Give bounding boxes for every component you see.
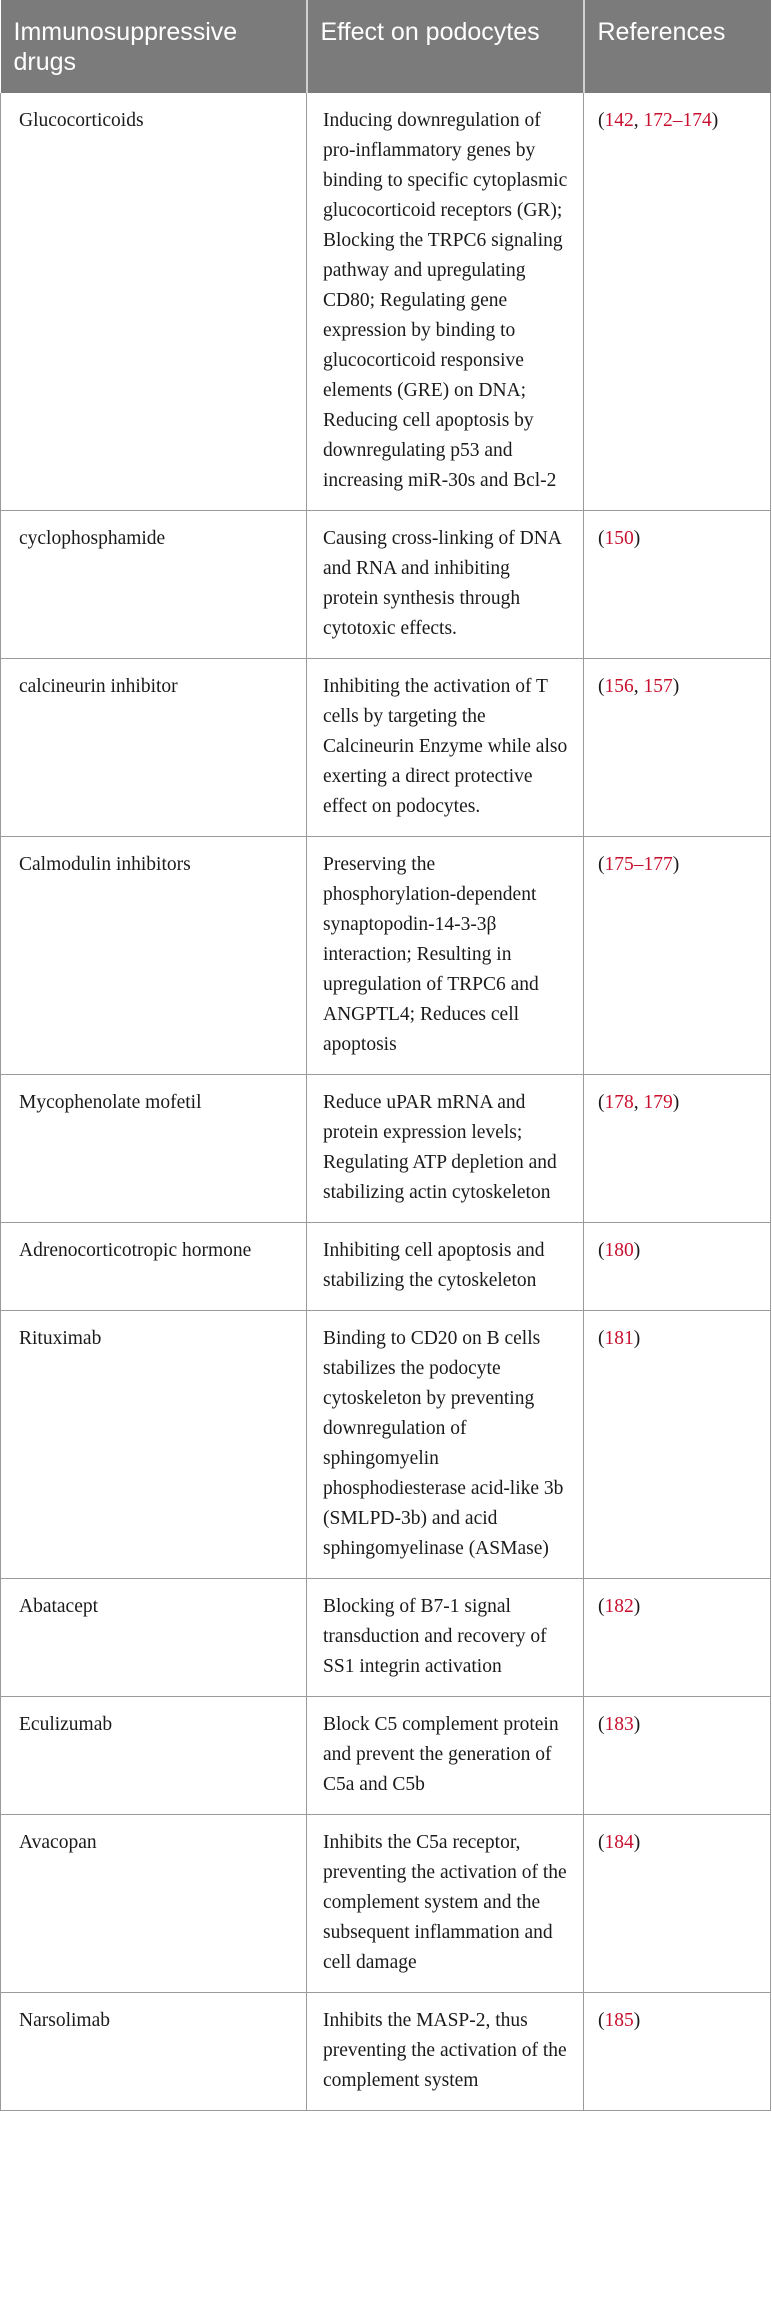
ref-close-paren: ) bbox=[633, 528, 641, 549]
references-cell bbox=[584, 1815, 771, 1993]
table-header bbox=[1, 0, 771, 93]
table-row bbox=[1, 837, 771, 1075]
table-row bbox=[1, 511, 771, 659]
reference-link[interactable]: 175–177 bbox=[604, 854, 673, 875]
ref-separator: , bbox=[633, 110, 644, 131]
references-cell bbox=[584, 1075, 771, 1223]
reference-link[interactable]: 178 bbox=[604, 1092, 634, 1113]
ref-separator: , bbox=[633, 1092, 644, 1113]
ref-separator: , bbox=[633, 676, 644, 697]
effect-on-podocytes: Inhibiting cell apoptosis and stabilizing the cytoskeleton bbox=[307, 1223, 584, 1311]
reference-link[interactable]: 172–174 bbox=[643, 110, 712, 131]
reference-link[interactable]: 183 bbox=[604, 1714, 634, 1735]
header-drugs: Immunosuppressive drugs bbox=[1, 0, 307, 93]
reference-link[interactable]: 185 bbox=[604, 2010, 634, 2031]
effect-on-podocytes: Inhibiting the activation of T cells by targeting the Calcineurin Enzyme while also exerting a direct protective effect on podocytes. bbox=[307, 659, 584, 837]
references-cell bbox=[584, 1579, 771, 1697]
drug-name: Narsolimab bbox=[1, 1993, 307, 2111]
drug-name: Glucocorticoids bbox=[1, 93, 307, 511]
ref-open-paren: ( bbox=[598, 1240, 605, 1261]
effect-on-podocytes: Block C5 complement protein and prevent the generation of C5a and C5b bbox=[307, 1697, 584, 1815]
references-cell bbox=[584, 1993, 771, 2111]
drug-name: Mycophenolate mofetil bbox=[1, 1075, 307, 1223]
header-row bbox=[1, 0, 771, 93]
effect-on-podocytes: Inhibits the C5a receptor, preventing the activation of the complement system and the subsequent inflammation and cell damage bbox=[307, 1815, 584, 1993]
reference-link[interactable]: 156 bbox=[604, 676, 634, 697]
ref-open-paren: ( bbox=[598, 2010, 605, 2031]
ref-open-paren: ( bbox=[598, 1596, 605, 1617]
reference-link[interactable]: 182 bbox=[604, 1596, 634, 1617]
effect-on-podocytes: Inhibits the MASP-2, thus preventing the activation of the complement system bbox=[307, 1993, 584, 2111]
reference-link[interactable]: 157 bbox=[643, 676, 673, 697]
ref-close-paren: ) bbox=[633, 2010, 641, 2031]
ref-open-paren: ( bbox=[598, 528, 605, 549]
drug-name: Abatacept bbox=[1, 1579, 307, 1697]
reference-link[interactable]: 181 bbox=[604, 1328, 634, 1349]
references-cell bbox=[584, 1223, 771, 1311]
effect-on-podocytes: Blocking of B7-1 signal transduction and recovery of SS1 integrin activation bbox=[307, 1579, 584, 1697]
reference-link[interactable]: 180 bbox=[604, 1240, 634, 1261]
reference-link[interactable]: 142 bbox=[604, 110, 634, 131]
drug-name: cyclophosphamide bbox=[1, 511, 307, 659]
effect-on-podocytes: Inducing downregulation of pro-inflammatory genes by binding to specific cytoplasmic glucocorticoid receptors (GR); Blocking the TRPC6 signaling pathway and upregulating CD80; Regulating gene expression by binding to glucocorticoid responsive elements (GRE) on DNA; Reducing cell apoptosis by downregulating p53 and increasing miR-30s and Bcl-2 bbox=[307, 93, 584, 511]
ref-open-paren: ( bbox=[598, 110, 605, 131]
ref-open-paren: ( bbox=[598, 854, 605, 875]
effect-on-podocytes: Preserving the phosphorylation-dependent synaptopodin-14-3-3β interaction; Resulting in upregulation of TRPC6 and ANGPTL4; Reduces cell apoptosis bbox=[307, 837, 584, 1075]
table-row bbox=[1, 1993, 771, 2111]
ref-close-paren: ) bbox=[672, 854, 680, 875]
ref-open-paren: ( bbox=[598, 1328, 605, 1349]
effect-on-podocytes: Reduce uPAR mRNA and protein expression levels; Regulating ATP depletion and stabilizing actin cytoskeleton bbox=[307, 1075, 584, 1223]
ref-close-paren: ) bbox=[633, 1714, 641, 1735]
drug-name: Rituximab bbox=[1, 1311, 307, 1579]
ref-close-paren: ) bbox=[633, 1240, 641, 1261]
drug-name: Avacopan bbox=[1, 1815, 307, 1993]
reference-link[interactable]: 179 bbox=[643, 1092, 673, 1113]
ref-open-paren: ( bbox=[598, 1714, 605, 1735]
references-cell bbox=[584, 659, 771, 837]
table-row bbox=[1, 1815, 771, 1993]
table-row bbox=[1, 1311, 771, 1579]
references-cell bbox=[584, 1697, 771, 1815]
ref-close-paren: ) bbox=[711, 110, 719, 131]
ref-close-paren: ) bbox=[672, 676, 680, 697]
references-cell bbox=[584, 511, 771, 659]
reference-link[interactable]: 184 bbox=[604, 1832, 634, 1853]
table-row bbox=[1, 1223, 771, 1311]
references-cell bbox=[584, 837, 771, 1075]
ref-open-paren: ( bbox=[598, 1832, 605, 1853]
reference-link[interactable]: 150 bbox=[604, 528, 634, 549]
effect-on-podocytes: Causing cross-linking of DNA and RNA and inhibiting protein synthesis through cytotoxic effects. bbox=[307, 511, 584, 659]
ref-close-paren: ) bbox=[633, 1832, 641, 1853]
drug-name: Eculizumab bbox=[1, 1697, 307, 1815]
ref-close-paren: ) bbox=[633, 1328, 641, 1349]
drug-name: calcineurin inhibitor bbox=[1, 659, 307, 837]
effect-on-podocytes: Binding to CD20 on B cells stabilizes the podocyte cytoskeleton by preventing downregulation of sphingomyelin phosphodiesterase acid-like 3b (SMLPD-3b) and acid sphingomyelinase (ASMase) bbox=[307, 1311, 584, 1579]
references-cell bbox=[584, 93, 771, 511]
ref-close-paren: ) bbox=[633, 1596, 641, 1617]
ref-open-paren: ( bbox=[598, 676, 605, 697]
ref-close-paren: ) bbox=[672, 1092, 680, 1113]
table-row bbox=[1, 93, 771, 511]
header-effect: Effect on podocytes bbox=[307, 0, 584, 93]
table-row bbox=[1, 1697, 771, 1815]
table-row bbox=[1, 1579, 771, 1697]
drug-name: Adrenocorticotropic hormone bbox=[1, 1223, 307, 1311]
ref-open-paren: ( bbox=[598, 1092, 605, 1113]
drug-name: Calmodulin inhibitors bbox=[1, 837, 307, 1075]
table-row bbox=[1, 1075, 771, 1223]
table-body bbox=[1, 93, 771, 2111]
table-row bbox=[1, 659, 771, 837]
references-cell bbox=[584, 1311, 771, 1579]
header-references: References bbox=[584, 0, 771, 93]
